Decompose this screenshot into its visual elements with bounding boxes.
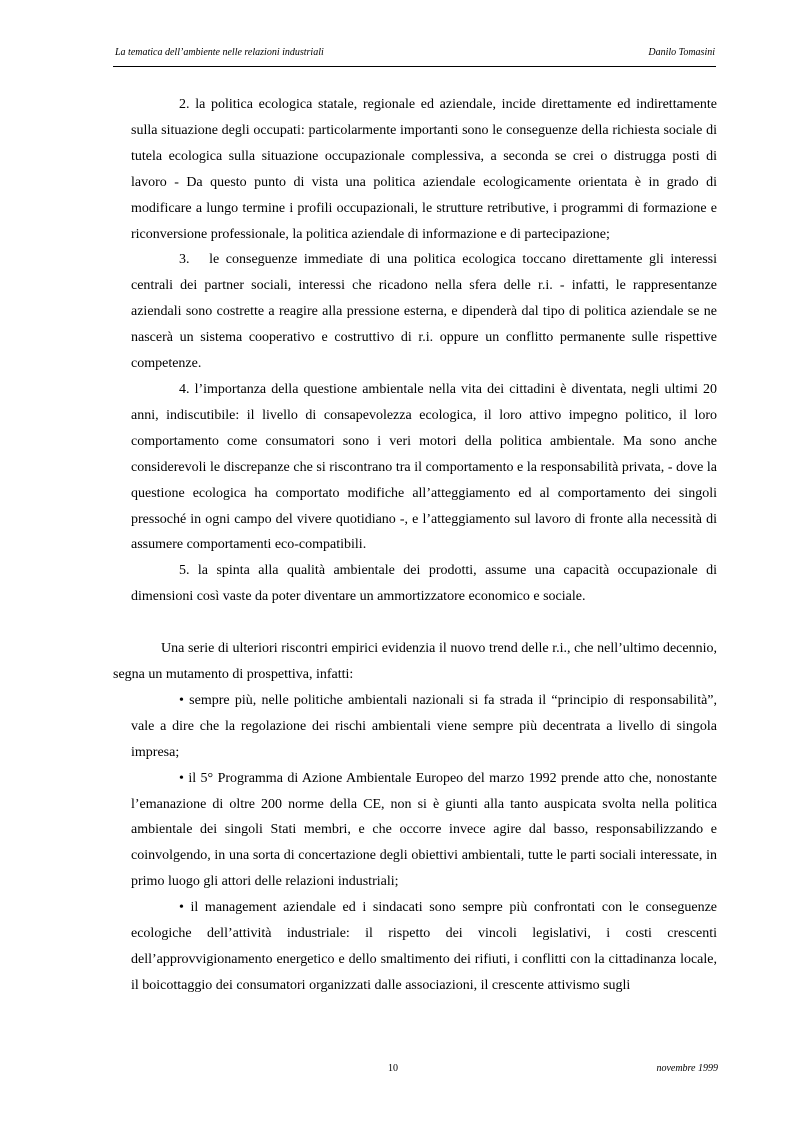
- bullet-text: il management aziendale ed i sindacati sono sempre più confrontati con le conseguenze ecologiche dell’attività industriale: il rispetto dei vincoli legislativi, i costi crescenti dell’approvvigionamento energetico e dello smaltimento dei rifiuti, i conflitti con la cittadinanza locale, il boicottaggio dei consumatori organizzati dalle associazioni, il crescente attivismo sugli: [131, 900, 717, 993]
- paragraph-gap: [131, 610, 717, 636]
- bullet-text: il 5° Programma di Azione Ambientale Europeo del marzo 1992 prende atto che, nonostante l’emanazione di oltre 200 norme della CE, non si è giunti alla tanto auspicata svolta nella politica ambientale dei singoli Stati membri, e che occorre invece agire dal basso, responsabilizzando e coinvolgendo, in una sorta di concertazione degli obiettivi ambientali, tutte le parti sociali interessate, in primo luogo gli attori delle relazioni industriali;: [131, 770, 717, 890]
- list-number: 5.: [179, 563, 190, 579]
- list-item-2: [131, 92, 717, 247]
- list-item-text: la politica ecologica statale, regionale ed aziendale, incide direttamente ed indirettamente sulla situazione degli occupati: particolarmente importanti sono le conseguenze della richiesta sociale di tutela ecologica sulla situazione occupazionale complessiva, a seconda se crei o distrugga posti di lavoro - Da questo punto di vista una politica aziendale ecologicamente orientata è in grado di modificare a lungo termine i profili occupazionali, le strutture retributive, i programmi di formazione e riconversione professionale, la politica aziendale di informazione e di partecipazione;: [131, 97, 718, 242]
- list-item-text: la spinta alla qualità ambientale dei prodotti, assume una capacità occupazionale di dimensioni così vaste da poter diventare un ammortizzatore economico e sociale.: [131, 563, 717, 605]
- body-paragraph: Una serie di ulteriori riscontri empirici evidenzia il nuovo trend delle r.i., che nell’ultimo decennio, segna un mutamento di prospettiva, infatti:: [113, 641, 717, 683]
- bullet-icon: •: [179, 770, 184, 786]
- list-item-4: [131, 377, 717, 558]
- bullet-icon: •: [179, 692, 184, 708]
- list-number: 2.: [179, 97, 190, 112]
- header-rule: [113, 66, 716, 67]
- header-author: Danilo Tomasini: [648, 47, 715, 58]
- body-text: [113, 92, 718, 999]
- footer-date: novembre 1999: [656, 1063, 718, 1074]
- list-item-text: l’importanza della questione ambientale nella vita dei cittadini è diventata, negli ultimi 20 anni, indiscutibile: il livello di consapevolezza ecologica, il loro attivo impegno politico, il loro comportamento come consumatori sono i veri motori della politica ambientale. Ma sono anche considerevoli le discrepanze che si riscontrano tra il comportamento e la responsabilità privata, - dove la questione ecologica ha comportato modifiche all’atteggiamento ed al comportamento dei singoli pressoché in ogni campo del vivere quotidiano -, e l’atteggiamento sul lavoro di fronte alla necessità di assumere comportamenti eco-compatibili.: [131, 381, 718, 553]
- list-item-text: le conseguenze immediate di una politica ecologica toccano direttamente gli interessi centrali dei partner sociali, interessi che ricadono nella sfera delle r.i. - infatti, le rappresentanze aziendali sono costrette a reagire alla pressione esterna, e dipenderà dal tipo di politica aziendale se ne nascerà un sistema cooperativo e costruttivo di r.i. oppure un conflitto permanente sulle rispettive competenze.: [131, 252, 718, 372]
- list-number: 3.: [179, 252, 190, 268]
- bullet-item: [131, 895, 717, 999]
- list-item-3: [131, 247, 717, 377]
- page-number: 10: [388, 1063, 398, 1074]
- bullet-item: [131, 766, 717, 896]
- bullet-text: sempre più, nelle politiche ambientali nazionali si fa strada il “principio di responsabilità”, vale a dire che la regolazione dei rischi ambientali viene sempre più decentrata a livello di singola impresa;: [131, 692, 718, 760]
- bullet-icon: •: [179, 900, 184, 916]
- bullet-item: [131, 688, 717, 766]
- list-item-5: [131, 558, 717, 610]
- header-title: La tematica dell’ambiente nelle relazioni industriali: [115, 47, 324, 58]
- list-number: 4.: [179, 381, 190, 397]
